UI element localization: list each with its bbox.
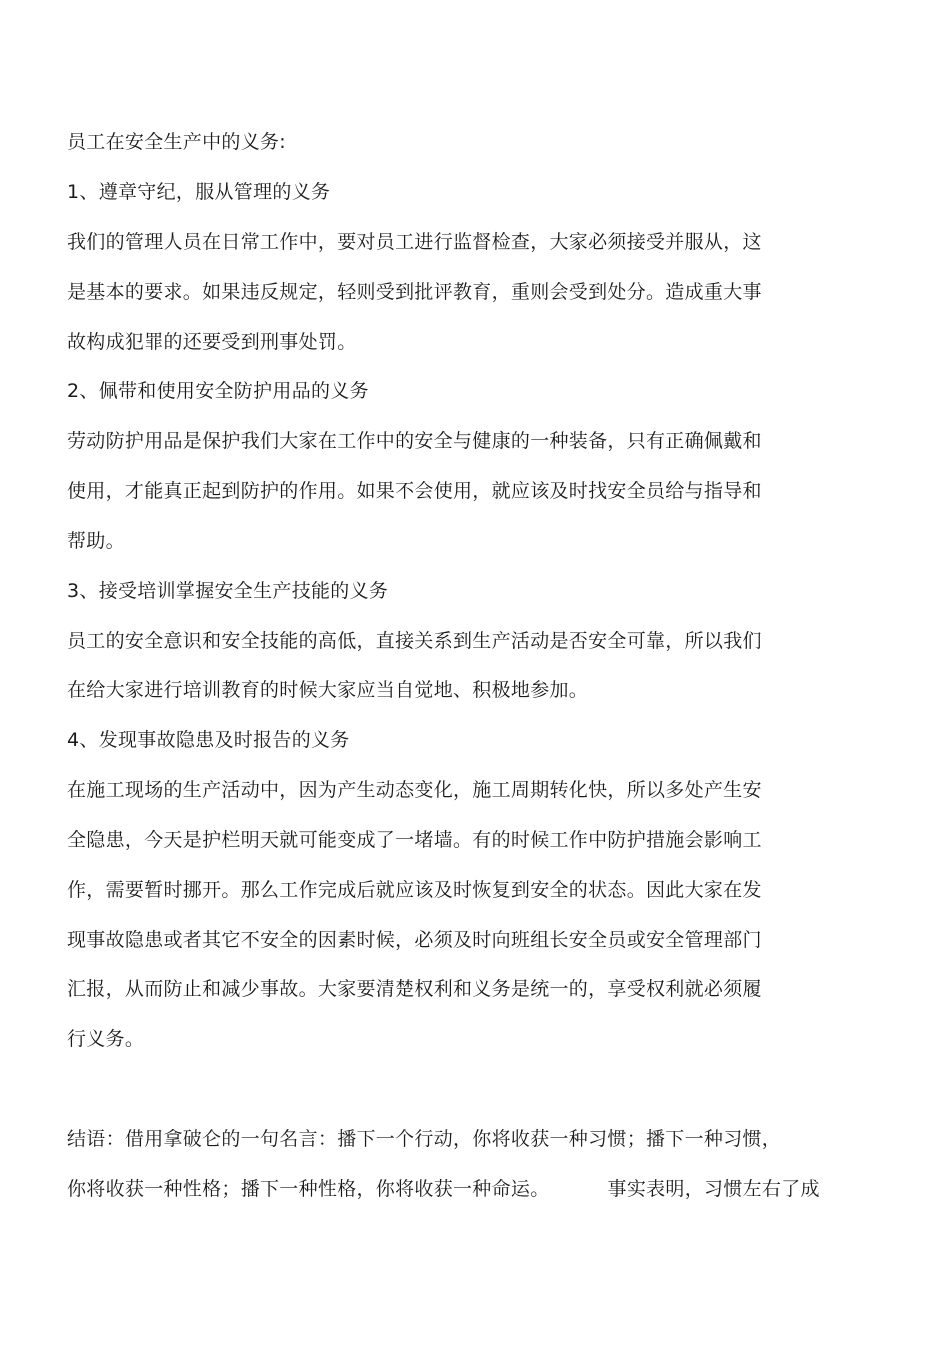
section-3-heading: 3、接受培训掌握安全生产技能的义务 <box>67 580 389 602</box>
section-2-heading: 2、佩带和使用安全防护用品的义务 <box>67 380 369 402</box>
intro-line: 员工在安全生产中的义务: <box>67 131 287 153</box>
conclusion-line-2-part-1: 你将收获一种性格；播下一种性格，你将收获一种命运。 <box>67 1178 550 1200</box>
section-1-heading: 1、遵章守纪，服从管理的义务 <box>67 181 331 203</box>
section-4-line-1: 在施工现场的生产活动中，因为产生动态变化，施工周期转化快，所以多处产生安 <box>67 779 762 801</box>
section-2-line-1: 劳动防护用品是保护我们大家在工作中的安全与健康的一种装备，只有正确佩戴和 <box>67 430 762 452</box>
section-3-line-2: 在给大家进行培训教育的时候大家应当自觉地、积极地参加。 <box>67 679 589 701</box>
section-4-line-6: 行义务。 <box>67 1028 145 1050</box>
section-4-line-4: 现事故隐患或者其它不安全的因素时候，必须及时向班组长安全员或安全管理部门 <box>67 929 762 951</box>
section-2-line-3: 帮助。 <box>67 530 125 552</box>
conclusion-line-2 <box>67 1177 820 1201</box>
section-2-line-2: 使用，才能真正起到防护的作用。如果不会使用，就应该及时找安全员给与指导和 <box>67 480 762 502</box>
section-1-line-3: 故构成犯罪的还要受到刑事处罚。 <box>67 331 357 353</box>
section-3-line-1: 员工的安全意识和安全技能的高低，直接关系到生产活动是否安全可靠，所以我们 <box>67 630 762 652</box>
section-1-line-1: 我们的管理人员在日常工作中，要对员工进行监督检查，大家必须接受并服从，这 <box>67 231 762 253</box>
section-4-line-2: 全隐患，今天是护栏明天就可能变成了一堵墙。有的时候工作中防护措施会影响工 <box>67 829 762 851</box>
conclusion-line-2-part-2: 事实表明，习惯左右了成 <box>607 1178 820 1200</box>
conclusion-line-1: 结语：借用拿破仑的一句名言：播下一个行动，你将收获一种习惯；播下一种习惯， <box>67 1128 782 1150</box>
section-4-heading: 4、发现事故隐患及时报告的义务 <box>67 729 350 751</box>
section-4-line-3: 作，需要暂时挪开。那么工作完成后就应该及时恢复到安全的状态。因此大家在发 <box>67 879 762 901</box>
section-4-line-5: 汇报，从而防止和减少事故。大家要清楚权利和义务是统一的，享受权利就必须履 <box>67 978 762 1000</box>
section-1-line-2: 是基本的要求。如果违反规定，轻则受到批评教育，重则会受到处分。造成重大事 <box>67 281 762 303</box>
